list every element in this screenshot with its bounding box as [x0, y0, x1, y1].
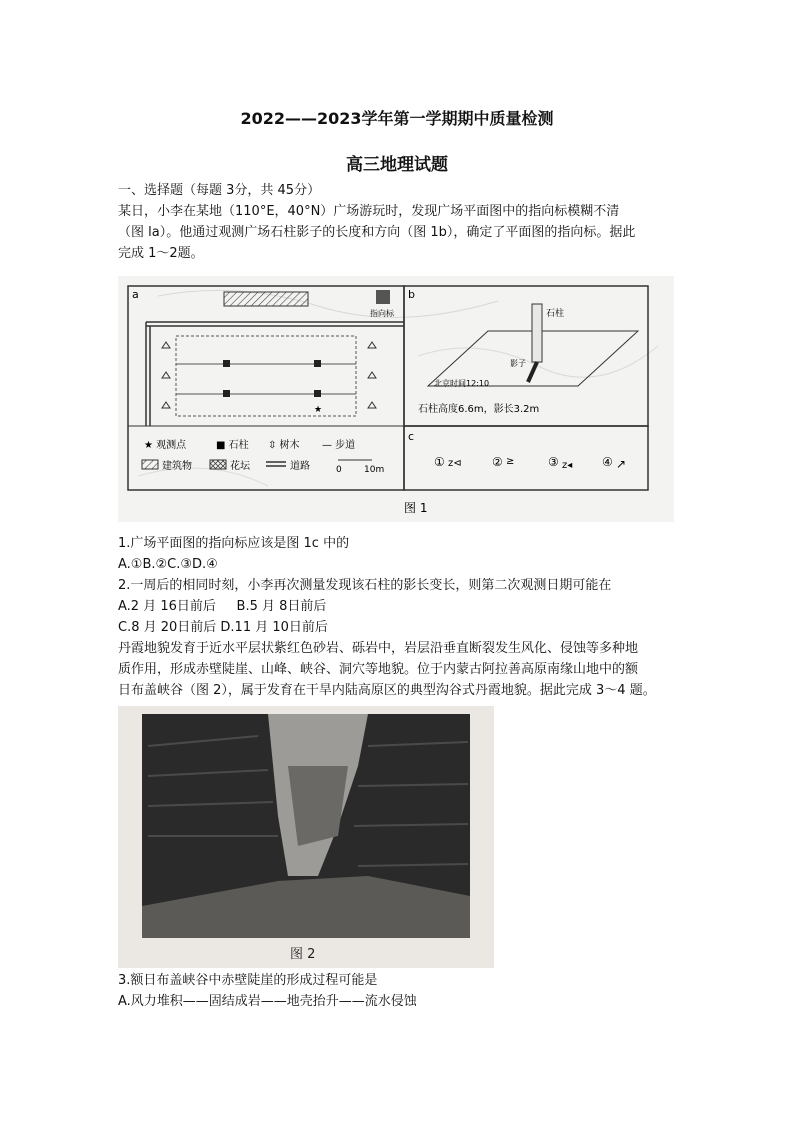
- legend-pillar: ■ 石柱: [216, 440, 249, 451]
- option-4-label: ④: [602, 455, 613, 469]
- question-3: 3.额日布盖峡谷中赤壁陡崖的形成过程可能是: [118, 973, 378, 988]
- intro-line-3: 完成 1～2题。: [118, 246, 204, 261]
- svg-text:↗: ↗: [616, 457, 627, 471]
- exam-subtitle: 高三地理试题: [346, 155, 448, 175]
- exam-title: 2022——2023学年第一学期期中质量检测: [240, 109, 554, 128]
- panel-b-label: b: [408, 288, 415, 301]
- shadow-label: 影子: [510, 359, 526, 368]
- panel-c-label: c: [408, 430, 415, 443]
- legend-flowerbed: 花坛: [230, 461, 250, 472]
- section-heading: 一、选择题（每题 3分，共 45分）: [118, 183, 321, 198]
- figure-2: [118, 706, 494, 968]
- measure-label: 石柱高度6.6m，影长3.2m: [418, 404, 540, 415]
- figure-2-caption: 图 2: [290, 947, 316, 962]
- svg-text:z◂: z◂: [562, 460, 573, 471]
- passage-line-1: 丹霞地貌发育于近水平层状紫红色砂岩、砾岩中，岩层沿垂直断裂发生风化、侵蚀等多种地: [118, 641, 639, 656]
- svg-text:≥: ≥: [506, 456, 515, 467]
- pillar-label: 石柱: [546, 309, 565, 319]
- question-1-options: A.①B.②C.③D.④: [118, 557, 218, 572]
- option-3-label: ③: [548, 455, 559, 469]
- legend-path: — 步道: [322, 440, 356, 451]
- legend-road: 道路: [290, 461, 310, 472]
- legend-obs: ★ 观测点: [144, 440, 187, 451]
- question-3-option-a: A.风力堆积——固结成岩——地壳抬升——流水侵蚀: [118, 994, 417, 1009]
- passage-line-2: 质作用，形成赤壁陡崖、山峰、峡谷、洞穴等地貌。位于内蒙古阿拉善高原南缘山地中的额: [118, 662, 639, 677]
- question-1: 1.广场平面图的指向标应该是图 1c 中的: [118, 536, 350, 551]
- question-2-options-cd: C.8 月 20日前后 D.11 月 10日前后: [118, 620, 328, 635]
- svg-text:z⊲: z⊲: [448, 458, 462, 469]
- question-2-options-ab: A.2 月 16日前后 B.5 月 8日前后: [118, 599, 327, 614]
- option-1-label: ①: [434, 455, 445, 469]
- legend-building: 建筑物: [162, 461, 192, 472]
- panel-a-label: a: [132, 288, 139, 301]
- intro-line-1: 某日，小李在某地（110°E，40°N）广场游玩时，发现广场平面图中的指向标模糊不清: [118, 204, 620, 219]
- figure-1: [118, 276, 674, 522]
- intro-line-2: （图 la）。他通过观测广场石柱影子的长度和方向（图 1b），确定了平面图的指向标。据此: [118, 225, 636, 240]
- question-2: 2.一周后的相同时刻，小李再次测量发现该石柱的影长变长，则第二次观测日期可能在: [118, 578, 612, 593]
- legend-tree: ⇳ 树木: [268, 440, 300, 451]
- time-label: 北京时间12:10: [434, 379, 490, 388]
- passage-line-3: 日布盖峡谷（图 2），属于发育在干旱内陆高原区的典型沟谷式丹霞地貌。据此完成 3～4 题。: [118, 683, 656, 698]
- compass-label: 指向标: [370, 309, 394, 318]
- scale-zero: 0: [336, 465, 342, 475]
- scale-ten: 10m: [364, 465, 385, 475]
- figure-1-caption: 图 1: [404, 501, 428, 515]
- option-2-label: ②: [492, 455, 503, 469]
- svg-text:★: ★: [314, 405, 323, 415]
